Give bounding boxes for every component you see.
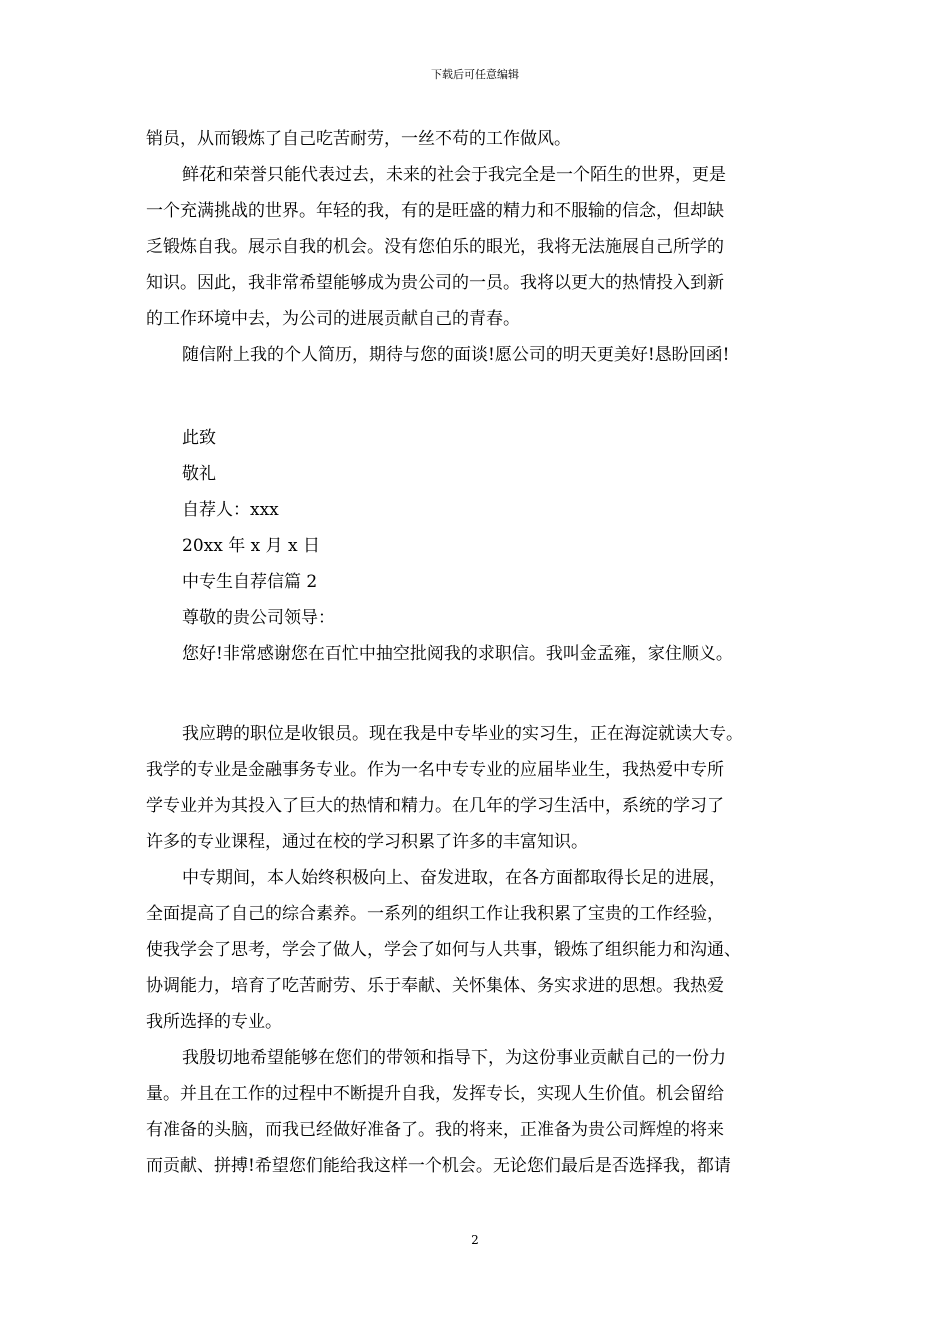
paragraph-line: 乏锻炼自我。展示自我的机会。没有您伯乐的眼光，我将无法施展自己所学的 (146, 237, 724, 257)
page-number: 2 (471, 1233, 479, 1247)
paragraph-line: 我殷切地希望能够在您们的带领和指导下，为这份事业贡献自己的一份力 (182, 1048, 726, 1068)
closing-salutation: 此致 (182, 428, 216, 448)
section-title: 中专生自荐信篇 2 (182, 572, 318, 592)
paragraph-line: 有准备的头脑，而我已经做好准备了。我的将来，正准备为贵公司辉煌的将来 (146, 1120, 724, 1140)
paragraph-line: 鲜花和荣誉只能代表过去，未来的社会于我完全是一个陌生的世界，更是 (182, 165, 726, 185)
paragraph-line: 中专期间，本人始终积极向上、奋发进取，在各方面都取得长足的进展， (182, 868, 726, 888)
paragraph-line: 使我学会了思考，学会了做人，学会了如何与人共事，锻炼了组织能力和沟通、 (146, 940, 741, 960)
letter-body-continuation (146, 121, 808, 373)
paragraph-line: 我应聘的职位是收银员。现在我是中专毕业的实习生，正在海淀就读大专。 (182, 724, 743, 744)
greeting-line: 尊敬的贵公司领导： (182, 608, 335, 628)
closing-regards: 敬礼 (182, 464, 216, 484)
paragraph-line: 销员，从而锻炼了自己吃苦耐劳，一丝不苟的工作做风。 (146, 129, 571, 149)
paragraph-line: 一个充满挑战的世界。年轻的我，有的是旺盛的精力和不服输的信念，但却缺 (146, 201, 724, 221)
letter-closing-and-next-letter (146, 420, 808, 672)
paragraph-line: 学专业并为其投入了巨大的热情和精力。在几年的学习生活中，系统的学习了 (146, 796, 724, 816)
page-header: 下载后可任意编辑 (431, 68, 519, 81)
paragraph-line: 随信附上我的个人简历，期待与您的面谈!愿公司的明天更美好!恳盼回函! (182, 345, 730, 365)
paragraph-line: 我所选择的专业。 (146, 1012, 282, 1032)
paragraph-line: 而贡献、拼搏!希望您们能给我这样一个机会。无论您们最后是否选择我，都请 (146, 1156, 731, 1176)
letter-body (146, 716, 808, 1184)
paragraph-line: 量。并且在工作的过程中不断提升自我，发挥专长，实现人生价值。机会留给 (146, 1084, 724, 1104)
date-line: 20xx 年 x 月 x 日 (182, 536, 321, 556)
paragraph-line: 许多的专业课程，通过在校的学习积累了许多的丰富知识。 (146, 832, 588, 852)
paragraph-line: 我学的专业是金融事务专业。作为一名中专专业的应届毕业生，我热爱中专所 (146, 760, 724, 780)
paragraph-line: 全面提高了自己的综合素养。一系列的组织工作让我积累了宝贵的工作经验， (146, 904, 724, 924)
paragraph-line: 知识。因此，我非常希望能够成为贵公司的一员。我将以更大的热情投入到新 (146, 273, 724, 293)
paragraph-line: 协调能力，培育了吃苦耐劳、乐于奉献、关怀集体、务实求进的思想。我热爱 (146, 976, 724, 996)
paragraph-line: 的工作环境中去，为公司的进展贡献自己的青春。 (146, 309, 520, 329)
signature-line: 自荐人：xxx (182, 500, 279, 520)
paragraph-line: 您好!非常感谢您在百忙中抽空批阅我的求职信。我叫金孟雍，家住顺义。 (182, 644, 733, 664)
